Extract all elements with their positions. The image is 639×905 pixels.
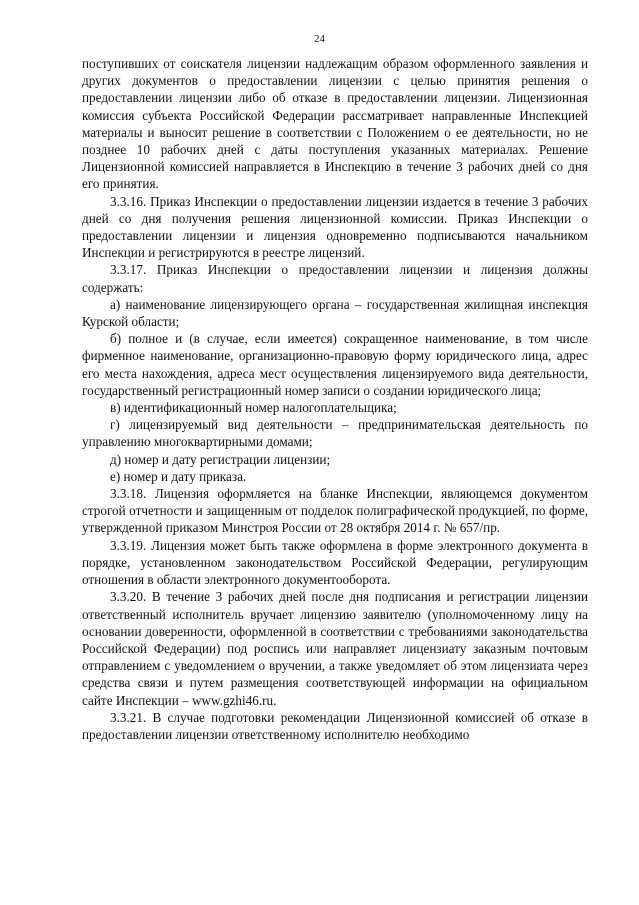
list-item-v: в) идентификационный номер налогоплательщика; [110, 400, 397, 416]
paragraph-3-3-20: 3.3.20. В течение 3 рабочих дней после дня подписания и регистрации лицензии ответственный исполнитель вручает лицензию заявителю (уполномоченному лицу на основании доверенности, оформленной в соответствии с требованиями законодательства Российской Федерации) под роспись или направляет лицензиату заказным почтовым отправлением с уведомлением о вручении, а также уведомляет об этом лицензиата через средства связи и путем размещения соответствующей информации на официальном сайте Инспекции – www.gzhi46.ru. [82, 589, 588, 708]
document-body [82, 55, 588, 743]
list-item-d: д) номер и дату регистрации лицензии; [110, 451, 331, 467]
paragraph-3-3-16: 3.3.16. Приказ Инспекции о предоставлении лицензии издается в течение 3 рабочих дней со дня получения решения лицензионной комиссии. Приказ Инспекции о предоставлении лицензии и лицензия одновременно подписываются начальником Инспекции и регистрируются в реестре лицензий. [82, 193, 588, 261]
paragraph-3-3-17: 3.3.17. Приказ Инспекции о предоставлении лицензии и лицензия должны содержать: [82, 262, 588, 295]
paragraph-continuation: поступивших от соискателя лицензии надлежащим образом оформленного заявления и других документов о предоставлении лицензии с целью принятия решения о предоставлении лицензии либо об отказе в предоставлении лицензии. Лицензионная комиссия субъекта Российской Федерации рассматривает направленные Инспекцией материалы и выносит решение в соответствии с Положением о ее деятельности, но не позднее 10 рабочих дней с даты поступления указанных материалах. Решение Лицензионной комиссией направляется в Инспекцию в течение 3 рабочих дней со дня его принятия. [82, 56, 588, 192]
paragraph-3-3-19: 3.3.19. Лицензия может быть также оформлена в форме электронного документа в порядке, установленном законодательством Российской Федерации, регулирующим отношения в области электронного документооборота. [82, 537, 588, 588]
list-item-b: б) полное и (в случае, если имеется) сокращенное наименование, в том числе фирменное наименование, организационно-правовую форму юридического лица, адрес его места нахождения, адреса мест осуществления лицензируемого вида деятельности, государственный регистрационный номер записи о создании юридического лица; [82, 331, 588, 398]
page-number: 24 [314, 33, 325, 45]
paragraph-3-3-18: 3.3.18. Лицензия оформляется на бланке Инспекции, являющемся документом строгой отчетности и защищенным от подделок полиграфической продукцией, по форме, утвержденной приказом Минстроя России от 28 октября 2014 г. № 657/пр. [82, 486, 588, 536]
list-item-e: е) номер и дату приказа. [110, 468, 247, 484]
list-item-g: г) лицензируемый вид деятельности – предпринимательская деятельность по управлению многоквартирными домами; [82, 417, 588, 450]
list-item-a: а) наименование лицензирующего органа – государственная жилищная инспекция Курской области; [82, 296, 588, 330]
paragraph-3-3-21: 3.3.21. В случае подготовки рекомендации Лицензионной комиссией об отказе в предоставлении лицензии ответственному исполнителю необходимо [82, 709, 588, 742]
